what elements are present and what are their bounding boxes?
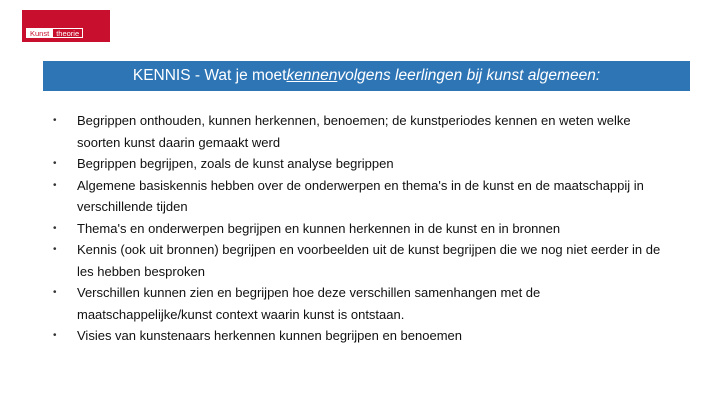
slide-title (43, 61, 690, 91)
list-item-text: Verschillen kunnen zien en begrijpen hoe deze verschillen samenhangen met de maatschappelijke/kunst context waarin kunst is ontstaan. (77, 285, 541, 322)
list-item (50, 282, 670, 325)
list-item (50, 218, 670, 240)
kunsttheorie-logo (22, 10, 110, 42)
logo-wordmark (26, 28, 83, 38)
title-underlined-word: kennen (286, 67, 338, 84)
bullet-icon: • (53, 287, 57, 298)
bullet-icon: • (53, 158, 57, 169)
logo-text-kunst: Kunst (26, 28, 53, 38)
list-item (50, 153, 670, 175)
bullet-icon: • (53, 330, 57, 341)
title-suffix: volgens leerlingen bij kunst algemeen: (337, 67, 601, 84)
list-item-text: Visies van kunstenaars herkennen kunnen begrijpen en benoemen (77, 328, 462, 343)
list-item (50, 175, 670, 218)
list-item-text: Begrippen onthouden, kunnen herkennen, benoemen; de kunstperiodes kennen en weten welke soorten kunst daarin gemaakt werd (77, 113, 631, 150)
list-item (50, 110, 670, 153)
bullet-icon: • (53, 115, 57, 126)
list-item (50, 325, 670, 347)
bullet-list (50, 110, 670, 347)
bullet-icon: • (53, 222, 57, 234)
list-item-text: Begrippen begrijpen, zoals de kunst analyse begrippen (77, 156, 394, 171)
list-item-text: Kennis (ook uit bronnen) begrijpen en voorbeelden uit de kunst begrijpen die we nog niet eerder in de les hebben besproken (77, 242, 661, 279)
bullet-icon: • (53, 179, 57, 191)
list-item-text: Thema's en onderwerpen begrijpen en kunnen herkennen in de kunst en in bronnen (77, 220, 561, 236)
logo-text-theorie: theorie (53, 28, 83, 38)
title-prefix: KENNIS - Wat je moet (132, 67, 287, 84)
list-item-text: Algemene basiskennis hebben over de onderwerpen en thema's in de kunst en de maatschappij in verschillende tijden (77, 177, 644, 214)
list-item (50, 239, 670, 282)
bullet-icon: • (53, 244, 57, 255)
